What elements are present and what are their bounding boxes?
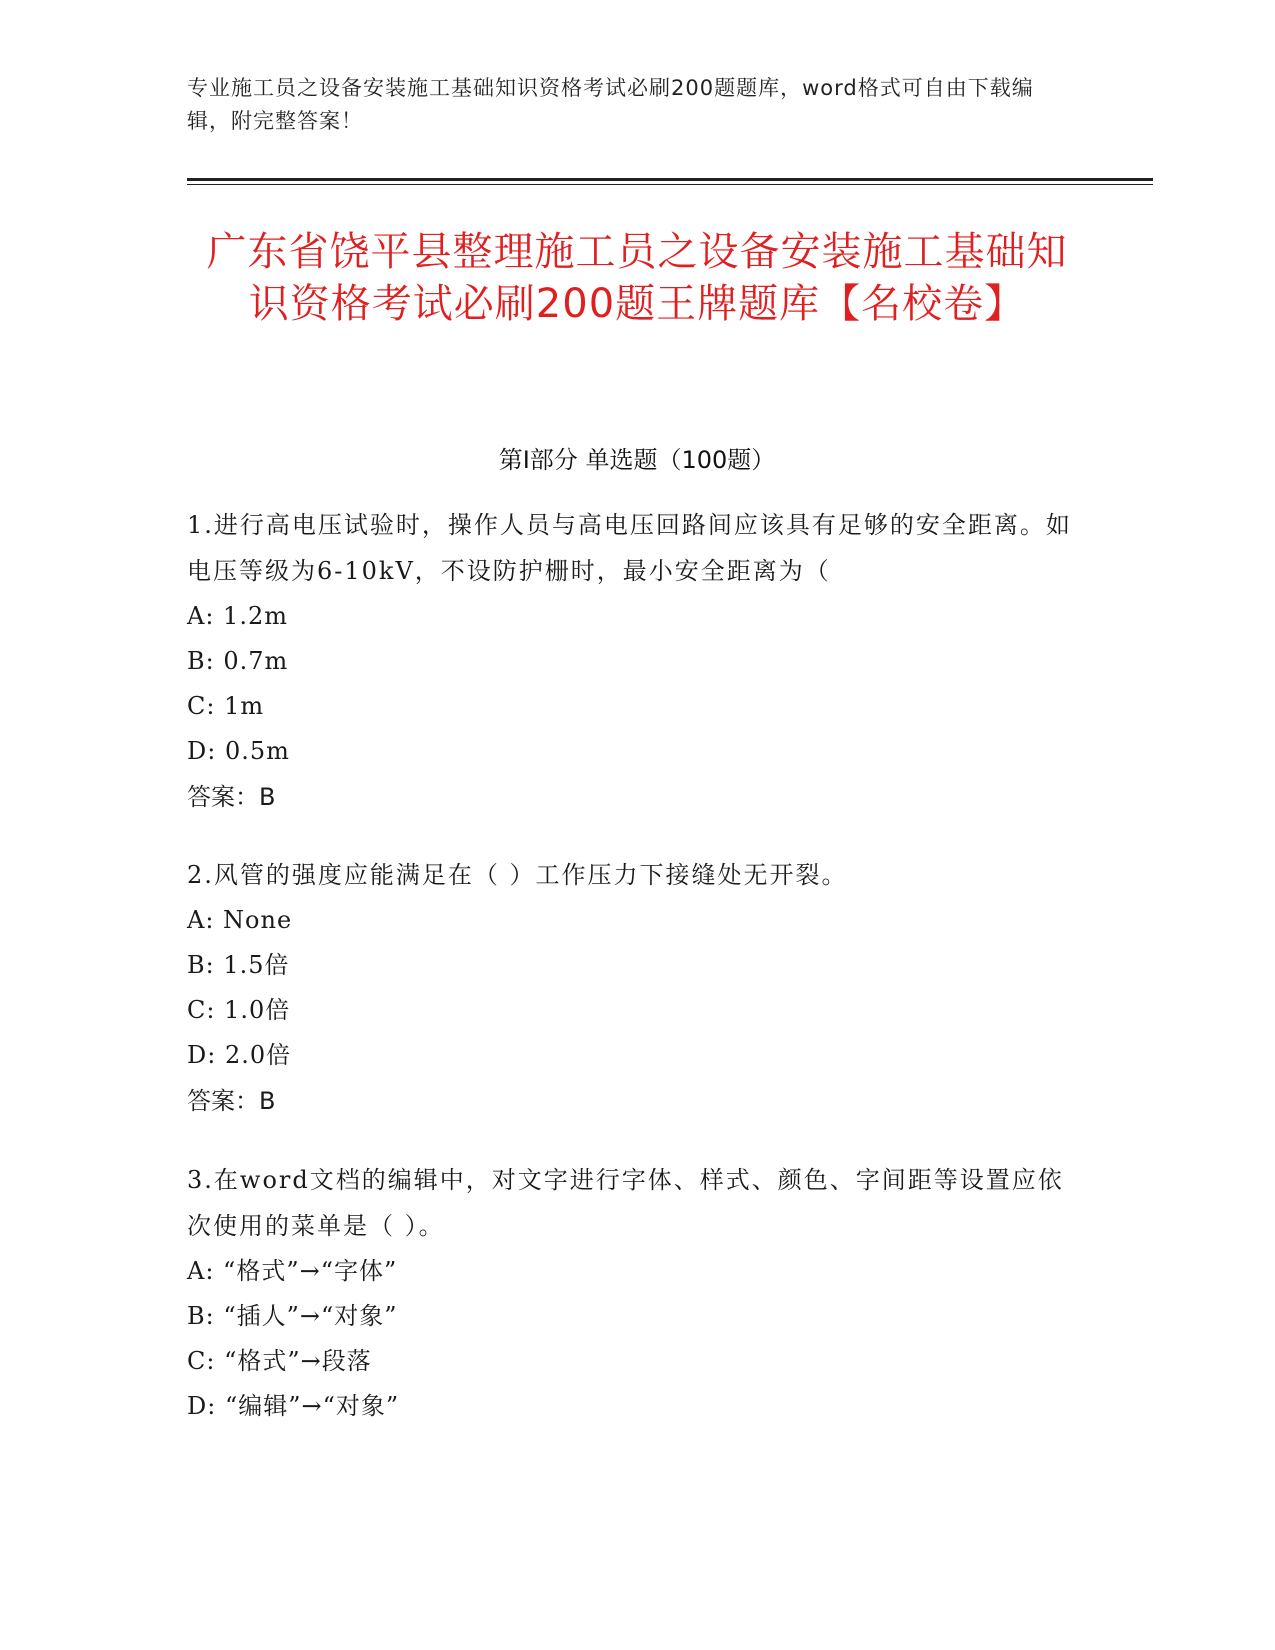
- option-d: D: 2.0倍: [187, 1041, 292, 1069]
- question-1: [187, 502, 1087, 820]
- option-a: A: “格式”→“字体”: [187, 1257, 398, 1285]
- option-d: D: “编辑”→“对象”: [187, 1392, 400, 1420]
- question-text: 1.进行高电压试验时，操作人员与高电压回路间应该具有足够的安全距离。如电压等级为6-10kV，不设防护栅时，最小安全距离为（: [187, 511, 1072, 585]
- question-text: 2.风管的强度应能满足在（ ）工作压力下接缝处无开裂。: [187, 861, 848, 889]
- option-c: C: 1.0倍: [187, 996, 291, 1024]
- question-text: 3.在word文档的编辑中，对文字进行字体、样式、颜色、字间距等设置应依次使用的菜单是（ ）。: [187, 1166, 1064, 1240]
- option-a: A: None: [187, 906, 293, 934]
- option-c: C: “格式”→段落: [187, 1347, 372, 1375]
- answer: 答案：B: [187, 783, 276, 811]
- question-3: [187, 1157, 1087, 1429]
- section-heading: 第I部分 单选题（100题）: [498, 446, 776, 474]
- answer: 答案：B: [187, 1087, 276, 1115]
- option-b: B: 1.5倍: [187, 951, 290, 979]
- header-divider-thick: [187, 178, 1153, 181]
- option-b: B: 0.7m: [187, 647, 289, 675]
- option-c: C: 1m: [187, 692, 265, 720]
- document-title: 广东省饶平县整理施工员之设备安装施工基础知识资格考试必刷200题王牌题库【名校卷】: [206, 229, 1068, 327]
- question-2: [187, 852, 1087, 1124]
- option-a: A: 1.2m: [187, 602, 288, 630]
- header-divider-thin: [187, 184, 1153, 185]
- option-b: B: “插人”→“对象”: [187, 1302, 398, 1330]
- header-note: 专业施工员之设备安装施工基础知识资格考试必刷200题题库，word格式可自由下载编辑，附完整答案！: [187, 76, 1034, 133]
- option-d: D: 0.5m: [187, 737, 290, 765]
